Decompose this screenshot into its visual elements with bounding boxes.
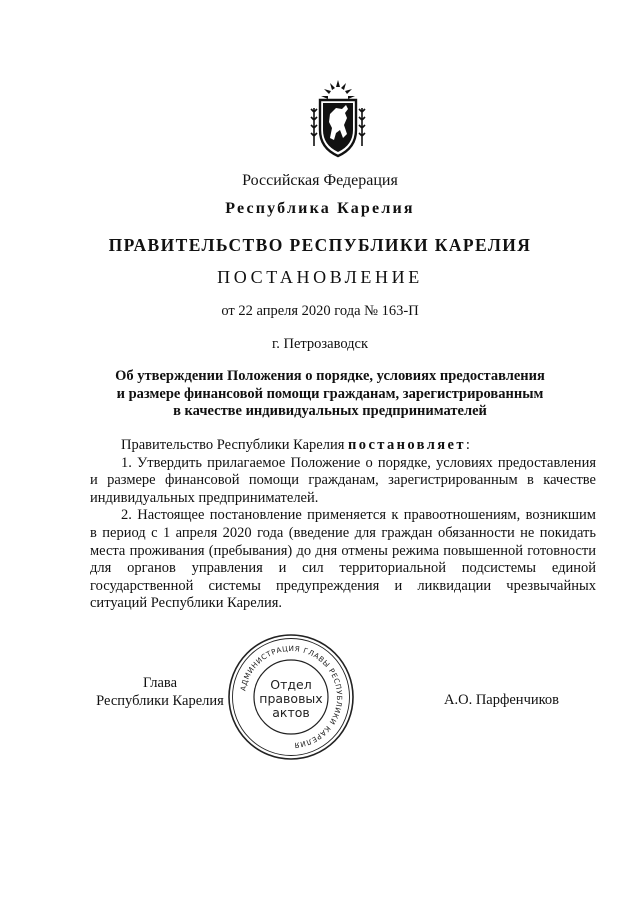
title-line: и размере финансовой помощи гражданам, зарегистрированным [116, 385, 544, 402]
stamp-center-line: Отдел [270, 677, 312, 692]
stamp-center-line: правовых [259, 691, 323, 706]
title-line: в качестве индивидуальных предпринимателей [173, 403, 487, 419]
stamp-ring-text: АДМИНИСТРАЦИЯ ГЛАВЫ РЕСПУБЛИКИ КАРЕЛИЯ [238, 643, 345, 750]
official-stamp [226, 632, 356, 762]
document-title [60, 368, 600, 421]
document-type: ПОСТАНОВЛЕНИЕ [217, 267, 423, 287]
signer-position-line: Глава [142, 675, 178, 691]
document-city: г. Петрозаводск [271, 336, 369, 352]
paragraph-1: 1. Утвердить прилагаемое Положение о порядке, условиях предоставления и размере финансовой помощи гражданам, зарегистрированным в качестве индивидуальных предпринимателей. [90, 454, 596, 506]
document-date-number: от 22 апреля 2020 года № 163-П [221, 303, 419, 319]
republic-name: Республика Карелия [225, 200, 415, 217]
stamp-center-line: актов [272, 705, 310, 720]
title-line: Об утверждении Положения о порядке, условиях предоставления [115, 368, 545, 384]
intro-action: постановляет [348, 437, 466, 453]
government-title: ПРАВИТЕЛЬСТВО РЕСПУБЛИКИ КАРЕЛИЯ [108, 235, 532, 255]
paragraph-2: 2. Настоящее постановление применяется к правоотношениям, возникшим в период с 1 апреля 2020 года (введение для граждан обязанности не покидать места проживания (пребывания) до дня отмены режима повышенной готовности для органов управления и сил территориальной подсистемы единой государственной системы предупреждения и ликвидации чрезвычайных ситуаций Республики Карелия. [90, 507, 596, 612]
country-name: Российская Федерация [242, 172, 398, 189]
signer-name: А.О. Парфенчиков [444, 692, 560, 708]
intro-suffix: : [465, 437, 470, 453]
karelia-coat-of-arms-icon [310, 78, 366, 158]
signer-position-line: Республики Карелия [96, 693, 224, 709]
intro-paragraph [90, 437, 596, 455]
document-body [90, 437, 596, 613]
signer-position [90, 674, 230, 710]
intro-prefix: Правительство Республики Карелия [121, 437, 349, 453]
